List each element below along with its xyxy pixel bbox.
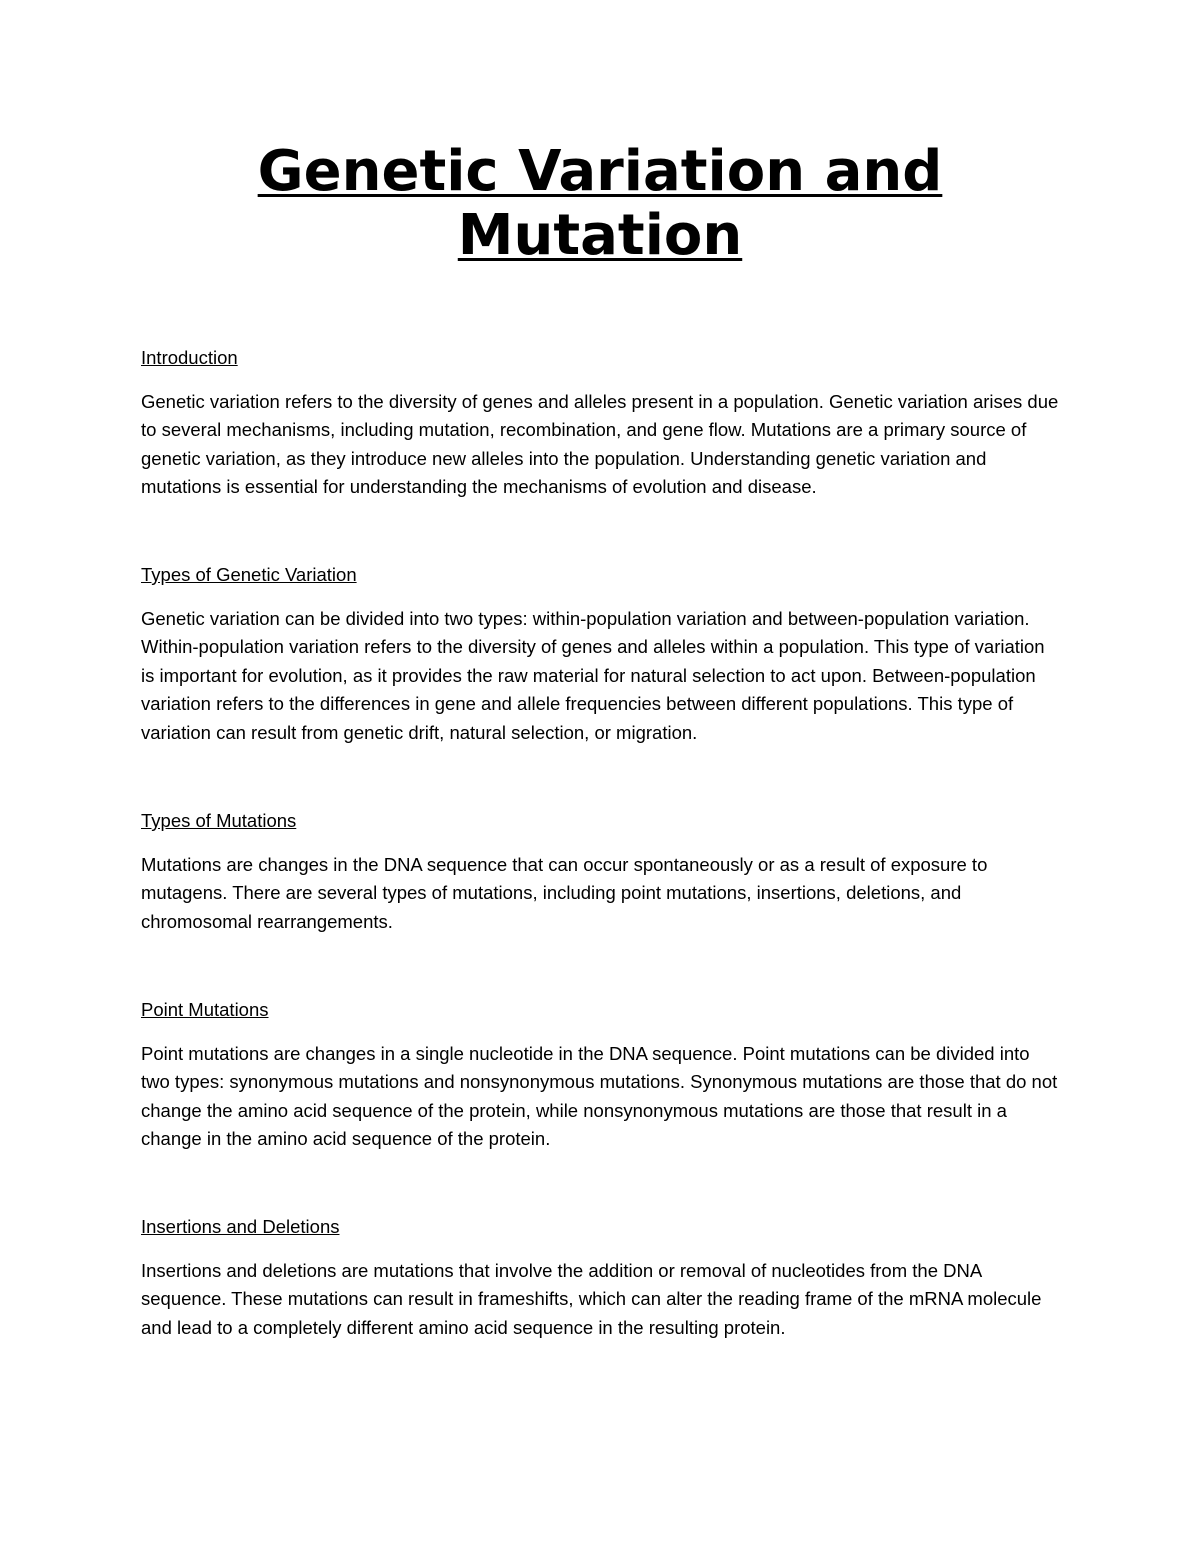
section-heading: Types of Genetic Variation	[141, 564, 357, 585]
section-paragraph: Insertions and deletions are mutations that involve the addition or removal of nucleotides from the DNA sequence. These mutations can result in frameshifts, which can alter the reading frame of the mRNA molecule and lead to a completely different amino acid sequence in the resulting protein.	[141, 1260, 1042, 1338]
section-insertions-and-deletions	[141, 1213, 1061, 1342]
section-heading: Introduction	[141, 347, 238, 368]
section-introduction	[141, 344, 1061, 502]
section-heading: Types of Mutations	[141, 810, 297, 831]
section-types-of-mutations	[141, 807, 1061, 936]
section-paragraph: Genetic variation refers to the diversity of genes and alleles present in a population. Genetic variation arises due to several mechanisms, including mutation, recombination, and gene flow. Mutations are a primary source of genetic variation, as they introduce new alleles into the population. Understanding genetic variation and mutations is essential for understanding the mechanisms of evolution and disease.	[141, 391, 1059, 498]
section-paragraph: Genetic variation can be divided into two types: within-population variation and between-population variation. Within-population variation refers to the diversity of genes and alleles within a population. This type of variation is important for evolution, as it provides the raw material for natural selection to act upon. Between-population variation refers to the differences in gene and allele frequencies between different populations. This type of variation can result from genetic drift, natural selection, or migration.	[141, 608, 1045, 743]
section-paragraph: Point mutations are changes in a single nucleotide in the DNA sequence. Point mutations can be divided into two types: synonymous mutations and nonsynonymous mutations. Synonymous mutations are those that do not change the amino acid sequence of the protein, while nonsynonymous mutations are those that result in a change in the amino acid sequence of the protein.	[141, 1043, 1058, 1150]
section-heading: Point Mutations	[141, 999, 269, 1020]
document-title: Genetic Variation and Mutation	[257, 139, 943, 268]
section-heading: Insertions and Deletions	[141, 1216, 340, 1237]
section-point-mutations	[141, 996, 1061, 1154]
section-paragraph: Mutations are changes in the DNA sequence that can occur spontaneously or as a result of exposure to mutagens. There are several types of mutations, including point mutations, insertions, deletions, and chromosomal rearrangements.	[141, 854, 988, 932]
section-types-of-genetic-variation	[141, 561, 1061, 747]
